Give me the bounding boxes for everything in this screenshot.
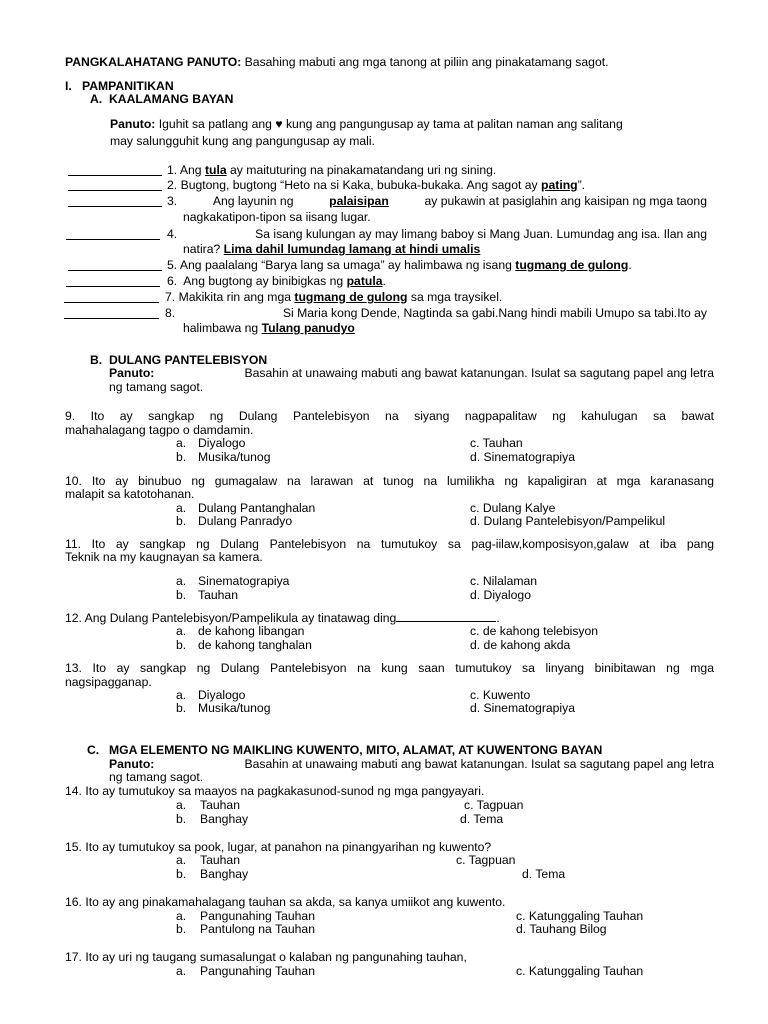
- choice-b-letter: b.: [176, 514, 187, 528]
- choice-c[interactable]: c. Tagpuan: [464, 798, 524, 812]
- item-2: [167, 178, 585, 192]
- question-text: 12. Ang Dulang Pantelebisyon/Pampelikula ay tinatawag ding: [65, 611, 397, 625]
- item-text: ay pukawin at pasiglahin ang kaisipan ng mga taong: [424, 194, 707, 208]
- item-text: sa mga traysikel.: [410, 290, 503, 304]
- item-text: Si Maria kong Dende, Nagtinda sa gabi.Nang hindi mabili Umupo sa tabi.Ito ay: [282, 306, 707, 320]
- underlined-term: patula: [346, 274, 383, 288]
- question-9-line2: mahahalagang tagpo o damdamin.: [65, 423, 254, 437]
- answer-blank[interactable]: [396, 611, 496, 622]
- choice-b-letter: b.: [176, 588, 187, 602]
- choice-b[interactable]: Tauhan: [198, 588, 238, 602]
- item-number: 5.: [167, 258, 178, 272]
- question-11-line2: Teknik na my kaugnayan sa kamera.: [65, 550, 263, 564]
- choice-c[interactable]: c. Tagpuan: [456, 853, 516, 867]
- choice-a-letter: a.: [176, 501, 187, 515]
- section-c-instructions-line2: ng tamang sagot.: [109, 770, 204, 784]
- choice-a[interactable]: Pangunahing Tauhan: [200, 909, 315, 923]
- question-17: 17. Ito ay uri ng taugang sumasalungat o kalaban ng pangunahing tauhan,: [65, 950, 467, 964]
- choice-a-letter: a.: [176, 688, 187, 702]
- underlined-term: tugmang de gulong: [515, 258, 629, 272]
- choice-a[interactable]: Diyalogo: [198, 436, 246, 450]
- choice-a-letter: a.: [176, 798, 187, 812]
- underlined-term: Tulang panudyo: [261, 321, 355, 335]
- section-b-letter: B.: [90, 353, 103, 367]
- answer-blank[interactable]: [68, 206, 162, 207]
- underlined-term: tula: [204, 163, 227, 177]
- choice-c[interactable]: c. Katunggaling Tauhan: [516, 964, 644, 978]
- question-12-line1: [65, 611, 500, 625]
- item-8: [165, 306, 707, 320]
- choice-b-letter: b.: [176, 701, 187, 715]
- part-title: PAMPANITIKAN: [82, 79, 174, 93]
- general-instructions: [65, 55, 609, 69]
- section-c-title: MGA ELEMENTO NG MAIKLING KUWENTO, MITO, ALAMAT, AT KUWENTONG BAYAN: [109, 743, 603, 757]
- section-c-instructions-line1: [109, 757, 714, 771]
- choice-a[interactable]: Pangunahing Tauhan: [200, 964, 315, 978]
- item-number: 8.: [165, 306, 176, 320]
- section-a-letter: A.: [90, 92, 103, 106]
- choice-d[interactable]: d. Tema: [522, 867, 566, 881]
- answer-blank[interactable]: [68, 190, 162, 191]
- choice-a[interactable]: Diyalogo: [198, 688, 246, 702]
- question-10-line1: 10. Ito ay binubuo ng gumagalaw na larawan at tunog na lumilikha ng kapaligiran at mga karanasang: [65, 474, 714, 488]
- choice-c[interactable]: c. Katunggaling Tauhan: [516, 909, 644, 923]
- answer-blank[interactable]: [68, 270, 162, 271]
- choice-a[interactable]: Dulang Pantanghalan: [198, 501, 316, 515]
- heart-icon: ♥: [275, 117, 283, 131]
- choice-c[interactable]: c. Kuwento: [470, 688, 531, 702]
- item-7: [165, 290, 502, 304]
- choice-b[interactable]: Pantulong na Tauhan: [200, 922, 315, 936]
- choice-a-letter: a.: [176, 853, 187, 867]
- section-b-instructions-line1: [109, 366, 714, 380]
- item-8-line2: [183, 321, 355, 335]
- section-b-instructions-line2: ng tamang sagot.: [109, 380, 204, 394]
- item-5: [167, 258, 632, 272]
- question-16: 16. Ito ay ang pinakamahalagang tauhan sa akda, sa kanya umiikot ang kuwento.: [65, 895, 506, 909]
- question-14: 14. Ito ay tumutukoy sa maayos na pagkakasunod-sunod ng mga pangyayari.: [65, 784, 485, 798]
- choice-a[interactable]: Sinematograpiya: [198, 574, 290, 588]
- item-text: .: [382, 274, 386, 288]
- underlined-term: palaisipan: [329, 194, 389, 208]
- item-number: 1.: [167, 163, 178, 177]
- choice-b[interactable]: de kahong tanghalan: [198, 638, 312, 652]
- choice-d[interactable]: d. Tauhang Bilog: [516, 922, 607, 936]
- general-instructions-text: Basahing mabuti ang mga tanong at piliin ang pinakatamang sagot.: [244, 55, 609, 69]
- question-11-line1: 11. Ito ay sangkap ng Dulang Pantelebisyon na tumutukoy sa pag-iilaw,komposisyon,galaw at iba pang: [65, 537, 714, 551]
- choice-a[interactable]: Tauhan: [200, 853, 240, 867]
- choice-b[interactable]: Banghay: [200, 867, 249, 881]
- item-4-line2: [183, 242, 480, 256]
- item-text: Makikita rin ang mga: [178, 290, 292, 304]
- item-text: Sa isang kulungan ay may limang baboy si Mang Juan. Lumundag ang isa. Ilan ang: [255, 227, 707, 241]
- section-b-panuto-label: Panuto:: [109, 366, 155, 380]
- question-10-line2: malapit sa katotohanan.: [65, 487, 195, 501]
- item-6: [167, 274, 386, 288]
- section-b-title: DULANG PANTELEBISYON: [109, 353, 268, 367]
- item-number: 7.: [165, 290, 176, 304]
- choice-a[interactable]: Tauhan: [200, 798, 240, 812]
- item-text: natira?: [183, 242, 221, 256]
- choice-d[interactable]: d. Diyalogo: [470, 588, 531, 602]
- choice-d[interactable]: d. Sinematograpiya: [470, 701, 576, 715]
- underlined-term: tugmang de gulong: [294, 290, 408, 304]
- choice-b[interactable]: Musika/tunog: [198, 701, 271, 715]
- answer-blank[interactable]: [66, 239, 160, 240]
- choice-a[interactable]: de kahong libangan: [198, 624, 305, 638]
- answer-blank[interactable]: [68, 175, 162, 176]
- item-4: [167, 227, 707, 241]
- choice-d[interactable]: d. Sinematograpiya: [470, 450, 576, 464]
- section-b-panuto-text: Basahin at unawaing mabuti ang bawat katanungan. Isulat sa sagutang papel ang letra: [244, 366, 714, 380]
- item-text: .: [628, 258, 632, 272]
- question-15: 15. Ito ay tumutukoy sa pook, lugar, at panahon na pinangyarihan ng kuwento?: [65, 840, 492, 854]
- choice-a-letter: a.: [176, 436, 187, 450]
- item-text: Ang: [179, 163, 202, 177]
- choice-d[interactable]: d. Dulang Pantelebisyon/Pampelikul: [470, 514, 666, 528]
- section-a-title: KAALAMANG BAYAN: [109, 92, 234, 106]
- question-13-line2: nagsipagganap.: [65, 675, 152, 689]
- item-text: ay maituturing na pinakamatandang uri ng sining.: [230, 163, 497, 177]
- underlined-term: pating: [541, 178, 578, 192]
- choice-b[interactable]: Dulang Panradyo: [198, 514, 293, 528]
- section-c-panuto-text: Basahin at unawaing mabuti ang bawat katanungan. Isulat sa sagutang papel ang letra: [244, 757, 714, 771]
- section-a-instructions-line2: may salungguhit kung ang pangungusap ay mali.: [110, 134, 375, 148]
- choice-b-letter: b.: [176, 450, 187, 464]
- choice-c[interactable]: c. Tauhan: [470, 436, 523, 450]
- choice-c[interactable]: c. Dulang Kalye: [470, 501, 556, 515]
- choice-c[interactable]: c. Nilalaman: [470, 574, 538, 588]
- section-a-instructions-line1: [110, 117, 714, 131]
- underlined-term: Lima dahil lumundag lamang at hindi umalis: [223, 242, 481, 256]
- choice-a-letter: a.: [176, 624, 187, 638]
- part-numeral: I.: [65, 79, 72, 93]
- choice-b-letter: b.: [176, 867, 187, 881]
- section-a-panuto-text-1: Iguhit sa patlang ang: [158, 117, 272, 131]
- item-text: Ang bugtong ay binibigkas ng: [183, 274, 344, 288]
- choice-d[interactable]: d. Tema: [460, 812, 504, 826]
- item-text: halimbawa ng: [183, 321, 259, 335]
- item-number: 3.: [167, 194, 178, 208]
- item-text: Bugtong, bugtong “Heto na si Kaka, bubuka-bukaka. Ang sagot ay: [180, 178, 538, 192]
- answer-blank[interactable]: [66, 286, 160, 287]
- item-number: 4.: [167, 227, 178, 241]
- answer-blank[interactable]: [64, 318, 159, 319]
- choice-a-letter: a.: [176, 964, 187, 978]
- choice-b-letter: b.: [176, 812, 187, 826]
- choice-a-letter: a.: [176, 574, 187, 588]
- item-number: 6.: [167, 274, 178, 288]
- item-3: [167, 194, 707, 208]
- item-text: Ang layunin ng: [212, 194, 294, 208]
- answer-blank[interactable]: [64, 302, 159, 303]
- question-9-line1: 9. Ito ay sangkap ng Dulang Pantelebisyon na siyang nagpapalitaw ng kahulugan sa bawat: [65, 409, 714, 423]
- choice-b[interactable]: Musika/tunog: [198, 450, 271, 464]
- choice-b-letter: b.: [176, 638, 187, 652]
- choice-c[interactable]: c. de kahong telebisyon: [470, 624, 599, 638]
- section-c-letter: C.: [87, 743, 100, 757]
- section-a-panuto-label: Panuto:: [110, 117, 156, 131]
- general-instructions-label: PANGKALAHATANG PANUTO:: [65, 55, 242, 69]
- item-text: ”.: [577, 178, 586, 192]
- question-text: .: [496, 611, 500, 625]
- section-a-panuto-text-2: kung ang pangungusap ay tama at palitan naman ang salitang: [285, 117, 623, 131]
- question-13-line1: 13. Ito ay sangkap ng Dulang Pantelebisyon na kung saan tumutukoy sa linyang binibitawan ng mga: [65, 661, 714, 675]
- choice-a-letter: a.: [176, 909, 187, 923]
- choice-b[interactable]: Banghay: [200, 812, 249, 826]
- choice-b-letter: b.: [176, 922, 187, 936]
- item-text: Ang paalalang “Barya lang sa umaga” ay halimbawa ng isang: [179, 258, 512, 272]
- item-1: [167, 163, 496, 177]
- section-c-panuto-label: Panuto:: [109, 757, 155, 771]
- choice-d[interactable]: d. de kahong akda: [470, 638, 571, 652]
- item-3-line2: nagkakatipon-tipon sa iisang lugar.: [183, 210, 371, 224]
- item-number: 2.: [167, 178, 178, 192]
